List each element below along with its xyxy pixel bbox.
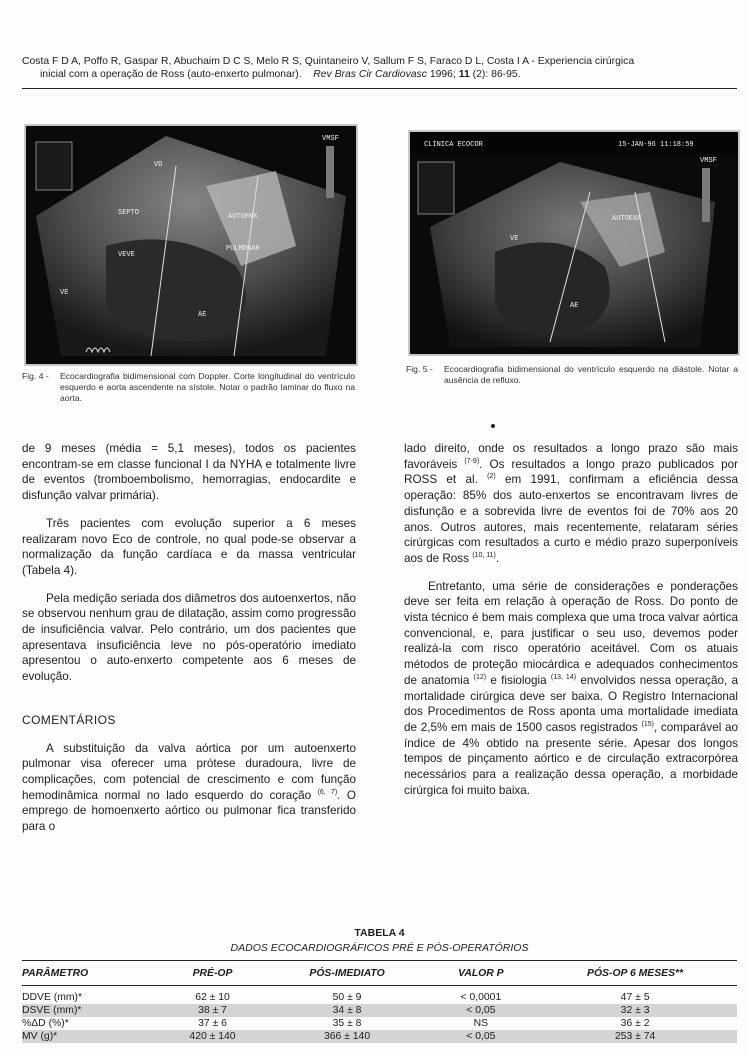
table-subtitle: DADOS ECOCARDIOGRÁFICOS PRÉ E PÓS-OPERATÓRIOS	[230, 942, 529, 954]
separator-dot	[491, 424, 495, 428]
fig4-label-veve: VEVE	[118, 251, 135, 259]
table-cell: 47 ± 5	[620, 992, 650, 1003]
table-cell: 36 ± 2	[620, 1018, 650, 1029]
running-header	[22, 55, 737, 81]
fig5-label-ve: VE	[510, 235, 519, 243]
figure-4-caption-text: Ecocardiografia bidimensional com Doppler. Corte longitudinal do ventrículo esquerdo e aorta ascendente na sístole. Notar o padrão laminar do fluxo na aorta.	[60, 371, 355, 403]
figure-5-number: Fig. 5 -	[406, 364, 433, 374]
table-cell: 34 ± 8	[266, 1004, 429, 1017]
right-p2-ref1: (12)	[473, 673, 487, 681]
table-echo-data	[22, 960, 737, 1043]
table-cell: MV (g)*	[22, 1030, 159, 1043]
right-p1-ref2: (2)	[487, 473, 496, 481]
figure-5-caption-text: Ecocardiografia bidimensional do ventrículo esquerdo na diástole. Notar a ausência de refluxo.	[444, 364, 738, 385]
table-header-row	[22, 961, 737, 986]
table-cell: < 0,05	[429, 1030, 534, 1043]
table-cell: 420 ± 140	[159, 1030, 265, 1043]
table-cell: %ΔD (%)*	[22, 1018, 69, 1029]
left-paragraph-4	[22, 741, 356, 835]
right-paragraph-2	[404, 579, 738, 799]
fig4-label-septo: SEPTO	[118, 209, 140, 217]
table-cell: DDVE (mm)*	[22, 992, 83, 1003]
table-cell: < 0,0001	[460, 992, 502, 1003]
right-p2-c: envolvidos nessa operação, a mortalidade cirúrgica deve ser baixa. O Registro Internacional dos Procedimentos de Ross aponta uma mortalidade imediata de 2,5% em mais de 1500 casos registrados	[404, 673, 739, 734]
fig5-label-autoenx: AUTOENX	[612, 215, 642, 223]
figure-4-number: Fig. 4 -	[22, 371, 49, 381]
figure-4-caption	[22, 371, 355, 411]
table-cell: 35 ± 8	[332, 1018, 362, 1029]
header-rule	[22, 88, 737, 89]
fig5-label-ae: AE	[570, 302, 579, 310]
table-header-pos-6-meses: PÓS-OP 6 MESES**	[533, 961, 737, 986]
right-p2-d: , comparável ao índice de 4% obtido na presente série. Apesar dos longos tempos de pinçamento aórtico e de circulação extracorpórea necessários para a realização dessa operação, a morbidade cirúrgica foi muito baixa.	[404, 720, 738, 797]
right-p1-c: em 1991, confirmam a eficiência dessa operação: 85% dos auto-enxertos se encontravam livres de disfunção e a sobrevida livre de eventos foi de 70% aos 20 anos. Outros autores, mais recentemente, relataram séries cirúrgicas com resultados a curto e médio prazo superponíveis aos de Ross	[404, 473, 738, 565]
table-title: TABELA 4	[354, 927, 405, 939]
fig4-label-autoenx: AUTOENX	[228, 213, 258, 221]
table-cell: 50 ± 9	[332, 992, 362, 1003]
right-p1-b: . Os resultados a longo prazo publicados por ROSS et al.	[404, 457, 738, 487]
table-cell: 253 ± 74	[533, 1030, 737, 1043]
fig4-label-vd: VD	[154, 161, 163, 169]
figure-5-echocardiogram	[408, 130, 740, 356]
header-authors: Costa F D A, Poffo R, Gaspar R, Abuchaim D C S, Melo R S, Quintaneiro V, Sallum F S, Faraco D L, Costa I A - Experiencia cirúrgica	[22, 56, 635, 67]
table-cell: 366 ± 140	[266, 1030, 429, 1043]
fig5-label-vmsf: VMSF	[700, 157, 717, 165]
table-header-pos-imediato: PÓS-IMEDIATO	[266, 961, 429, 986]
right-p2-a: Entretanto, uma série de considerações e ponderações deve ser feita em relação à operação de Ross. Do ponto de vista técnico é bem mais complexa que uma troca valvar aórtica convencional, e, para justificar o seu uso, devemos poder realizá-la com risco operatório aceitável. Com os atuais métodos de proteção miocárdica e adequados conhecimentos de anatomia	[404, 579, 738, 687]
header-volume: 11	[458, 69, 470, 80]
table-row	[22, 1030, 737, 1043]
right-p1-d: .	[495, 551, 500, 565]
figure-5-image	[410, 132, 738, 354]
figure-4-echocardiogram	[24, 124, 358, 366]
right-paragraph-1	[404, 441, 738, 567]
left-p4-text: A substituição da valva aórtica por um autoenxerto pulmonar visa oferecer uma prótese duradoura, livre de complicações, com potencial de crescimento e com função hemodinâmica normal no lado esquerdo do coração	[22, 741, 356, 802]
header-issue: (2): 86-95.	[472, 69, 521, 80]
right-p1-a: lado direito, onde os resultados a longo prazo são mais favoráveis	[404, 442, 738, 471]
fig4-label-pulmonar: PULMONAR	[226, 245, 260, 253]
table-cell: NS	[473, 1018, 489, 1029]
fig5-label-clinic: CLINICA ECOCOR	[424, 141, 483, 149]
right-column	[404, 441, 738, 810]
table-row	[22, 1017, 737, 1030]
table-cell: 62 ± 10	[195, 992, 230, 1003]
table-cell: < 0,05	[429, 1004, 534, 1017]
fig4-label-ve: VE	[60, 289, 69, 297]
table-cell: 32 ± 3	[533, 1004, 737, 1017]
figure-4-image	[26, 126, 356, 364]
header-journal: Rev Bras Cir Cardiovasc	[313, 69, 427, 80]
table-4	[22, 927, 737, 1043]
fig5-label-date: 15-JAN-96 11:18:59	[618, 141, 694, 149]
table-header-parametro: PARÂMETRO	[22, 961, 159, 986]
table-cell: DSVE (mm)*	[22, 1004, 159, 1017]
fig4-label-ae: AE	[198, 311, 207, 319]
left-paragraph-1: de 9 meses (média = 5,1 meses), todos os pacientes encontram-se em classe funcional I da NYHA e totalmente livre de eventos (tromboembolismo, hemorragias, endocardite e disfunção valvar primária).	[22, 442, 356, 503]
right-p1-ref1: (7-9)	[464, 457, 480, 465]
left-column	[22, 441, 356, 847]
header-title: inicial com a operação de Ross (auto-enxerto pulmonar).	[40, 69, 302, 80]
right-p2-ref3: (15)	[641, 721, 654, 729]
left-p4-ref: (6, 7)	[317, 788, 338, 796]
left-paragraph-2: Três pacientes com evolução superior a 6 meses realizaram novo Eco de controle, no qual pode-se observar a normalização da função cardíaca e da massa ventricular (Tabela 4).	[22, 516, 356, 577]
right-p2-b: e fisiologia	[486, 673, 547, 687]
section-title-comentarios: COMENTÁRIOS	[22, 712, 116, 727]
fig4-label-vmsf: VMSF	[322, 135, 339, 143]
left-paragraph-3: Pela medição seriada dos diâmetros dos autoenxertos, não se observou nenhum grau de dilatação, assim como progressão de insuficiência valvar. Pelo contrário, um dos pacientes que apresentava insuficiência leve no pós-operatório imediato apresentou o auto-enxerto competente aos 6 meses de evolução.	[22, 591, 356, 684]
figure-5-caption	[406, 364, 738, 390]
right-p1-ref3: (10, 11)	[472, 552, 496, 560]
table-row	[22, 1004, 737, 1017]
table-cell: 38 ± 7	[159, 1004, 265, 1017]
left-p4-cont: . O emprego de homoenxerto aórtico ou pulmonar fica transferido para o	[22, 788, 356, 834]
table-row	[22, 991, 737, 1004]
table-header-valor-p: VALOR P	[429, 961, 534, 986]
table-header-pre-op: PRÉ-OP	[159, 961, 265, 986]
right-p2-ref2: (13, 14)	[550, 673, 577, 681]
header-year: 1996;	[429, 69, 456, 80]
table-cell: 37 ± 6	[198, 1018, 227, 1029]
